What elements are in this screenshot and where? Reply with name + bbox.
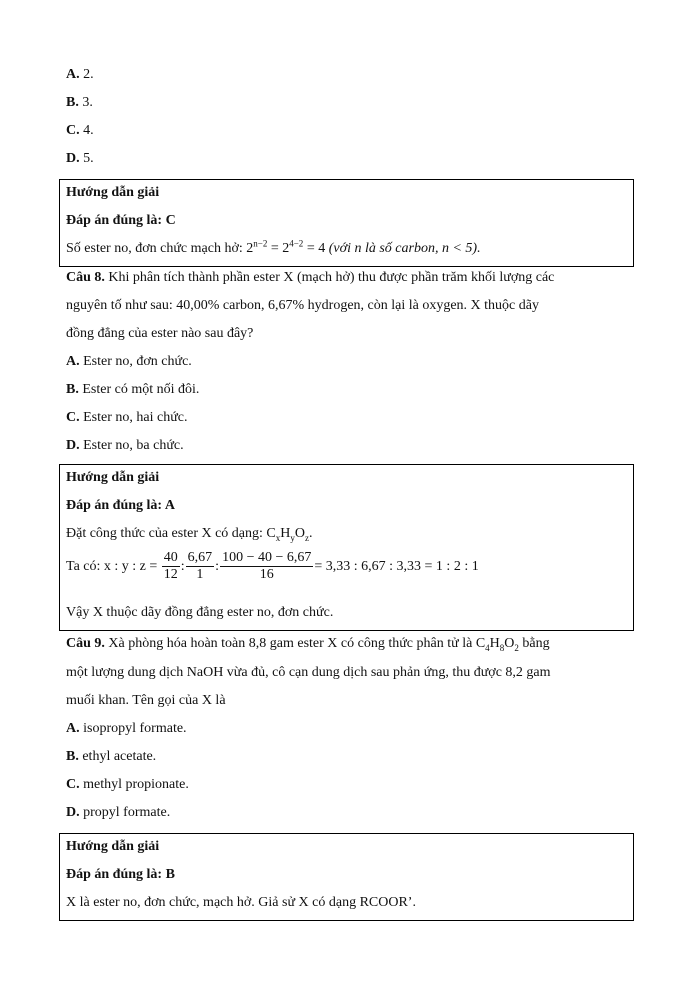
formula-exponent: n−2 [253,238,268,249]
formula-base: 2 [246,241,254,256]
subscript: z [305,532,309,543]
calc-result: = 3,33 : 6,67 : 3,33 = 1 : 2 : 1 [314,559,479,574]
formula [246,238,329,256]
option-text: methyl propionate. [79,777,189,792]
subscript: y [290,532,295,543]
q8-solution-calc [66,550,479,584]
q8-option-b [66,381,199,399]
option-text: Ester no, đơn chức. [79,354,192,369]
q7-option-c [66,122,94,140]
formula-part: = 4 [303,241,329,256]
q8-solution-heading: Hướng dẫn giải [66,470,160,485]
q9-option-b [66,748,156,766]
option-text: Ester no, hai chức. [79,410,188,425]
subscript: 8 [499,642,505,653]
q9-stem-line-1 [66,635,550,653]
q7-option-a [66,66,94,84]
q9-option-d [66,804,170,822]
option-text: propyl formate. [79,805,171,820]
q7-option-b [66,94,93,112]
ratio-colon: : [180,559,185,574]
numerator: 6,67 [187,550,213,566]
formula-exponent: 4−2 [289,238,304,249]
option-letter: A. [66,354,80,369]
option-letter: D. [66,151,80,166]
option-letter: B. [66,382,79,397]
fraction [162,550,180,583]
q9-option-c [66,776,189,794]
q8-stem-line-1 [66,269,554,287]
option-text: 5. [79,151,94,166]
q8-option-a [66,353,192,371]
fraction [186,550,215,583]
option-text: 4. [79,123,94,138]
element-symbol: H [280,526,291,541]
solution-text: Số ester no, đơn chức mạch hở: [66,241,247,256]
q8-stem-line-3: đồng đẳng của ester nào sau đây? [66,326,254,341]
q9-solution-heading: Hướng dẫn giải [66,839,160,854]
q8-solution-conclusion: Vậy X thuộc dãy đồng đẳng ester no, đơn chức. [66,605,334,620]
option-letter: D. [66,438,80,453]
option-text: Ester có một nối đôi. [78,382,200,397]
element-symbol: O [294,526,305,541]
q7-option-d [66,150,94,168]
option-letter: A. [66,721,80,736]
q9-stem-line-2: một lượng dung dịch NaOH vừa đủ, cô cạn dung dịch sau phản ứng, thu được 8,2 gam [66,665,551,680]
option-text: Ester no, ba chức. [79,438,184,453]
option-text: 3. [78,95,93,110]
numerator: 40 [163,550,178,566]
option-letter: C. [66,123,80,138]
option-letter: D. [66,805,80,820]
question-text: Khi phân tích thành phần ester X (mạch hở) thu được phần trăm khối lượng các [104,270,555,285]
formula-part: = 2 [267,241,290,256]
q8-option-d [66,437,184,455]
question-text: bằng [518,636,550,651]
q8-solution-answer: Đáp án đúng là: A [66,498,175,513]
question-text: Xà phòng hóa hoàn toàn 8,8 gam ester X có công thức phân tử là C [104,636,486,651]
element-symbol: O [504,636,515,651]
option-letter: C. [66,777,80,792]
option-letter: B. [66,95,79,110]
question-label: Câu 8. [66,270,105,285]
q9-solution-text: X là ester no, đơn chức, mạch hở. Giả sử X có dạng RCOOR’. [66,895,416,910]
denominator: 1 [196,567,204,583]
q8-option-c [66,409,188,427]
solution-text: Ta có: x : y : z = [66,559,161,574]
option-letter: A. [66,67,80,82]
option-text: ethyl acetate. [78,749,157,764]
numerator: 100 − 40 − 6,67 [222,550,312,566]
option-letter: C. [66,410,80,425]
fraction [220,550,313,583]
option-letter: B. [66,749,79,764]
ratio-colon: : [215,559,220,574]
option-text: 2. [79,67,94,82]
question-label: Câu 9. [66,636,105,651]
q7-solution-heading: Hướng dẫn giải [66,185,160,200]
q8-stem-line-2: nguyên tố như sau: 40,00% carbon, 6,67% hydrogen, còn lại là oxygen. X thuộc dãy [66,298,539,313]
denominator: 12 [163,567,178,583]
option-text: isopropyl formate. [79,721,187,736]
q9-stem-line-3: muối khan. Tên gọi của X là [66,693,226,708]
denominator: 16 [259,567,274,583]
element-symbol: H [489,636,500,651]
q9-option-a [66,720,187,738]
q7-solution-answer: Đáp án đúng là: C [66,213,176,228]
q8-solution-formula [66,525,313,543]
q7-solution-text [66,240,481,258]
subscript: 2 [514,642,519,653]
subscript: 4 [485,642,490,653]
subscript: x [275,532,281,543]
solution-text: Đặt công thức của ester X có dạng: C [66,526,276,541]
q9-solution-answer: Đáp án đúng là: B [66,867,175,882]
solution-note: (với n là số carbon, n < 5). [328,241,481,256]
solution-text: . [309,526,313,541]
